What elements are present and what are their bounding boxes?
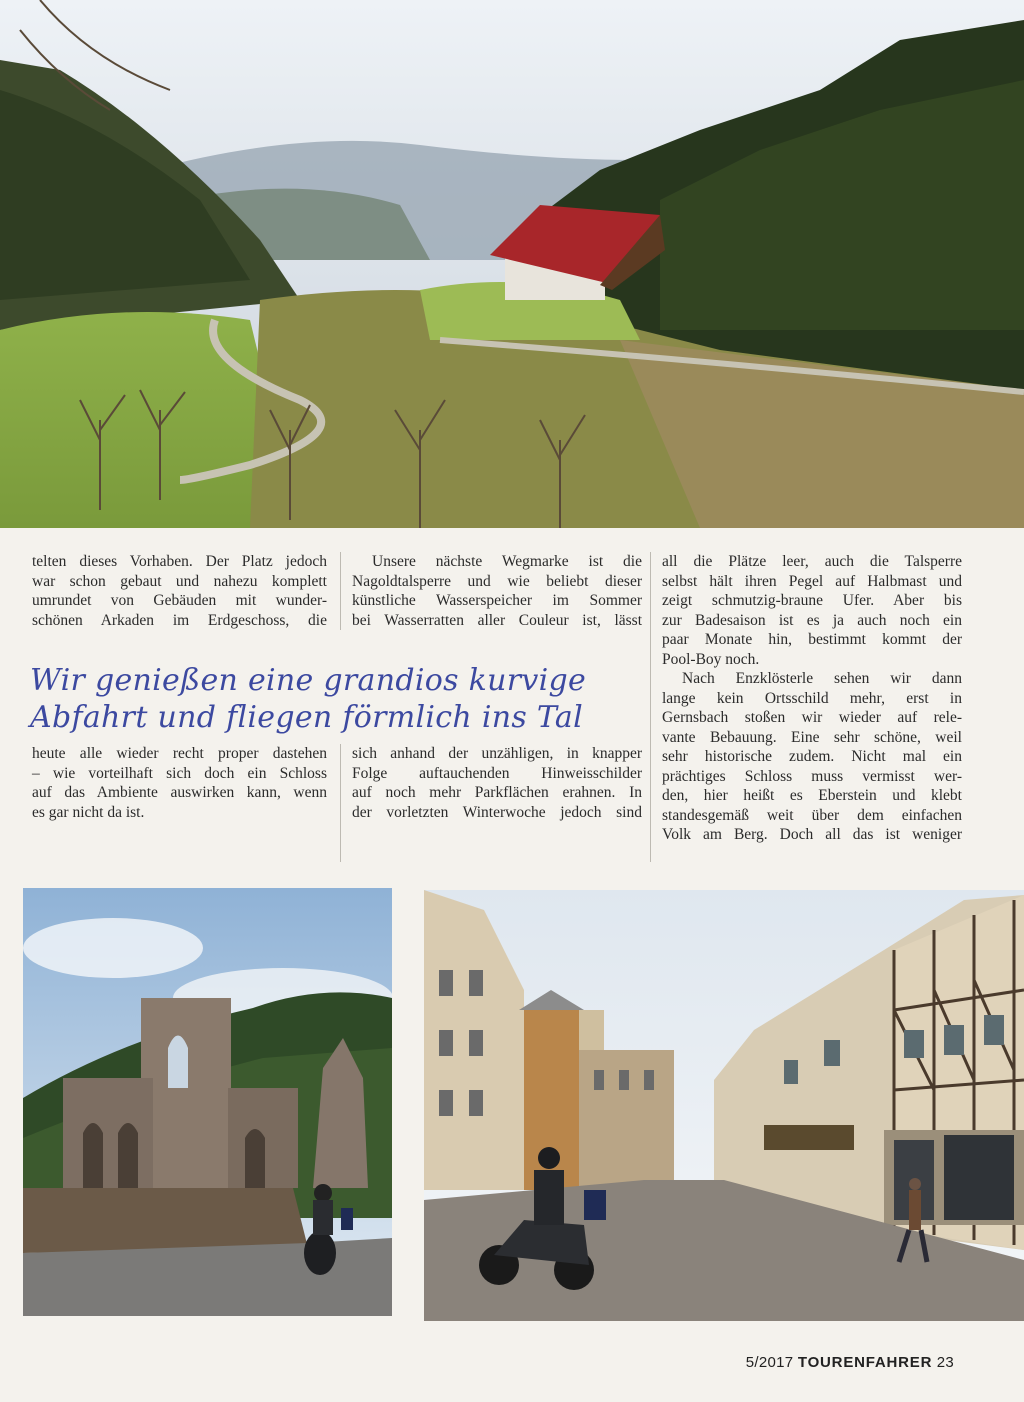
text-line: auf das Ambiente auswirken kann, wenn: [32, 784, 327, 801]
text-line: Nach Enzklösterle sehen wir dann: [682, 670, 962, 687]
text-line: heute alle wieder recht proper dastehen: [32, 745, 327, 762]
text-line: sich anhand der unzähligen, in knapper: [352, 745, 642, 762]
text-line: künstliche Wasserspeicher im Sommer: [352, 592, 642, 609]
text-line: es gar nicht da ist.: [32, 803, 145, 821]
magazine-name: TOURENFAHRER: [797, 1354, 933, 1371]
text-line: standesgemäß weit über dem einfachen: [662, 806, 962, 824]
column-divider: [340, 552, 341, 630]
text-line: zur Badesaison ist es ja auch noch ein: [662, 611, 962, 629]
text-line: – wie vorteilhaft sich doch ein Schloss: [32, 764, 327, 782]
text-line: Volk am Berg. Doch all das ist weniger: [662, 826, 962, 843]
page-footer: [746, 1354, 954, 1371]
article-column-1-top: [32, 552, 327, 630]
text-line: lange kein Ortsschild mehr, erst in: [662, 689, 962, 707]
text-line: der vorletzten Winterwoche jedoch sind: [352, 803, 642, 821]
text-line: prächtiges Schloss muss vermisst wer-: [662, 767, 962, 785]
article-column-3: [662, 552, 962, 845]
pull-quote-line: Wir genießen eine grandios kurvige: [30, 663, 587, 698]
text-line: bei Wasserratten aller Couleur ist, lässt: [352, 611, 642, 629]
text-line: vante Bebauung. Eine sehr schöne, weil: [662, 728, 962, 746]
text-line: zeigt schmutzig-braune Ufer. Aber bis: [662, 592, 962, 609]
street-photo: [424, 890, 1024, 1321]
landscape-photo: [0, 0, 1024, 528]
ruins-photo: [23, 888, 392, 1316]
text-line: Unsere nächste Wegmarke ist die: [372, 553, 642, 570]
article-column-2-top: [352, 552, 642, 630]
text-line: Pool-Boy noch.: [662, 650, 760, 668]
text-line: Gernsbach stoßen wir wieder auf rele-: [662, 709, 962, 726]
page-number: 23: [936, 1354, 954, 1371]
text-line: telten dieses Vorhaben. Der Platz jedoch: [32, 553, 327, 570]
text-line: auf noch mehr Parkflächen erahnen. In: [352, 784, 642, 801]
article-column-1-bottom: [32, 744, 327, 822]
text-line: den, hier heißt es Eberstein und klebt: [662, 787, 962, 804]
text-line: Nagoldtalsperre und wie beliebt dieser: [352, 572, 642, 590]
text-line: all die Plätze leer, auch die Talsperre: [662, 553, 962, 570]
text-line: schönen Arkaden im Erdgeschoss, die: [32, 611, 327, 629]
pull-quote-line: Abfahrt und fliegen förmlich ins Tal: [30, 700, 583, 735]
text-line: umrundet von Gebäuden mit wunder-: [32, 592, 327, 609]
column-divider: [340, 744, 341, 862]
text-line: Folge auftauchenden Hinweisschilder: [352, 764, 642, 782]
text-line: war schon gebaut und nahezu komplett: [32, 572, 327, 590]
column-divider: [650, 552, 651, 862]
text-line: sehr historische zudem. Nicht mal ein: [662, 748, 962, 765]
pull-quote: [30, 662, 640, 736]
text-line: selbst hält ihren Pegel auf Halbmast und: [662, 572, 962, 590]
article-column-2-bottom: [352, 744, 642, 822]
issue-number: 5/2017: [745, 1354, 794, 1371]
text-line: paar Monate hin, bestimmt kommt der: [662, 631, 962, 648]
